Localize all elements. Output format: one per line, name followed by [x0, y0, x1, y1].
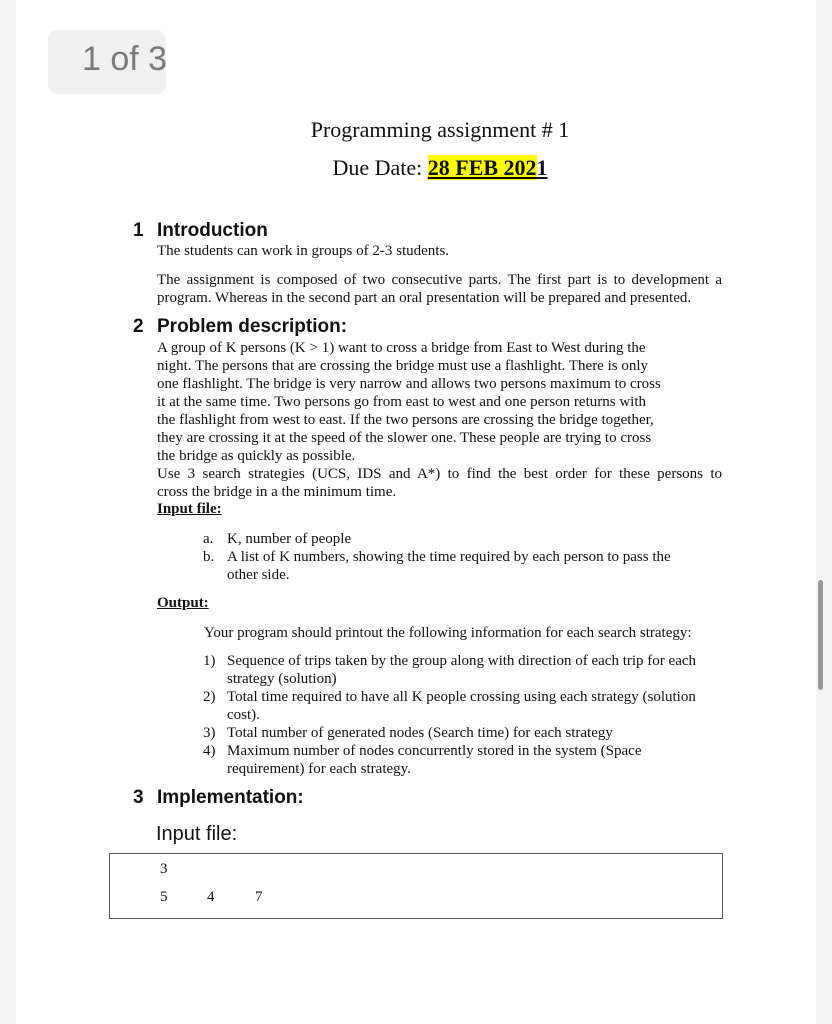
intro-paragraph-2 — [157, 271, 722, 307]
text-line: Sequence of trips taken by the group along with direction of each trip for each — [227, 653, 697, 669]
output-list-item — [203, 742, 642, 778]
list-marker: b. — [203, 549, 215, 565]
list-marker: 1) — [203, 653, 216, 669]
text-line: Total number of generated nodes (Search time) for each strategy — [227, 725, 613, 741]
output-label: Output: — [157, 595, 209, 611]
due-date-tail: 1 — [536, 155, 548, 180]
list-marker: 4) — [203, 743, 216, 759]
text-line: A group of K persons (K > 1) want to cross a bridge from East to West during the — [157, 340, 646, 356]
implementation-input-heading: Input file: — [156, 823, 238, 845]
section-title: Implementation: — [157, 787, 304, 808]
section-title: Problem description: — [157, 316, 348, 337]
output-intro: Your program should printout the following information for each search strategy: — [204, 625, 692, 641]
text-line: the bridge as quickly as possible. — [157, 448, 356, 464]
page-indicator-text: 1 of 3 — [82, 40, 168, 78]
text-line: the flashlight from west to east. If the two persons are crossing the bridge together, — [157, 412, 654, 428]
sample-k-value: 3 — [160, 861, 168, 877]
section-problem-heading — [133, 316, 347, 338]
list-marker: 2) — [203, 689, 216, 705]
section-implementation-heading — [133, 787, 304, 809]
text-line: it at the same time. Two persons go from east to west and one person returns with — [157, 394, 646, 410]
scrollbar[interactable] — [818, 580, 823, 690]
text-line: night. The persons that are crossing the bridge must use a flashlight. There is only — [157, 358, 649, 374]
sample-time-value: 5 — [160, 889, 168, 905]
text-line: cross the bridge in a the minimum time. — [157, 484, 397, 500]
output-list-item — [203, 724, 613, 742]
text-line: requirement) for each strategy. — [227, 761, 411, 777]
section-number: 1 — [133, 220, 144, 241]
input-list-item — [203, 530, 352, 548]
section-number: 3 — [133, 787, 144, 808]
text-line: strategy (solution) — [227, 671, 337, 687]
text-line: program. Whereas in the second part an oral presentation will be prepared and presented. — [157, 290, 692, 306]
sample-time-value: 4 — [207, 889, 215, 905]
problem-description — [157, 339, 661, 465]
document-title: Programming assignment # 1 — [310, 117, 570, 142]
text-line: A list of K numbers, showing the time required by each person to pass the — [227, 549, 671, 565]
text-line: one flashlight. The bridge is very narrow and allows two persons maximum to cross — [157, 376, 661, 392]
text-line: Maximum number of nodes concurrently stored in the system (Space — [227, 743, 642, 759]
text-line: other side. — [227, 567, 290, 583]
list-marker: 3) — [203, 725, 216, 741]
output-list-item — [203, 688, 696, 724]
text-line: they are crossing it at the speed of the slower one. These people are trying to cross — [157, 430, 652, 446]
section-number: 2 — [133, 316, 144, 337]
section-intro-heading — [133, 220, 268, 242]
list-marker: a. — [203, 531, 214, 547]
section-title: Introduction — [157, 220, 268, 241]
text-line: The assignment is composed of two consecutive parts. The first part is to development a — [157, 272, 722, 288]
sample-input-box — [109, 853, 723, 919]
intro-paragraph-1: The students can work in groups of 2-3 students. — [157, 243, 450, 259]
input-list-item — [203, 548, 671, 584]
due-date-line — [0, 155, 832, 181]
due-date-highlight: 28 FEB 202 — [427, 155, 537, 180]
due-date-label: Due Date: — [332, 155, 428, 180]
sample-time-value: 7 — [255, 889, 263, 905]
strategy-paragraph — [157, 465, 722, 501]
text-line: cost). — [227, 707, 260, 723]
input-file-label: Input file: — [157, 501, 222, 517]
output-list-item — [203, 652, 697, 688]
text-line: K, number of people — [227, 531, 352, 547]
text-line: Use 3 search strategies (UCS, IDS and A*) to find the best order for these persons to — [157, 466, 722, 482]
text-line: Total time required to have all K people crossing using each strategy (solution — [227, 689, 696, 705]
